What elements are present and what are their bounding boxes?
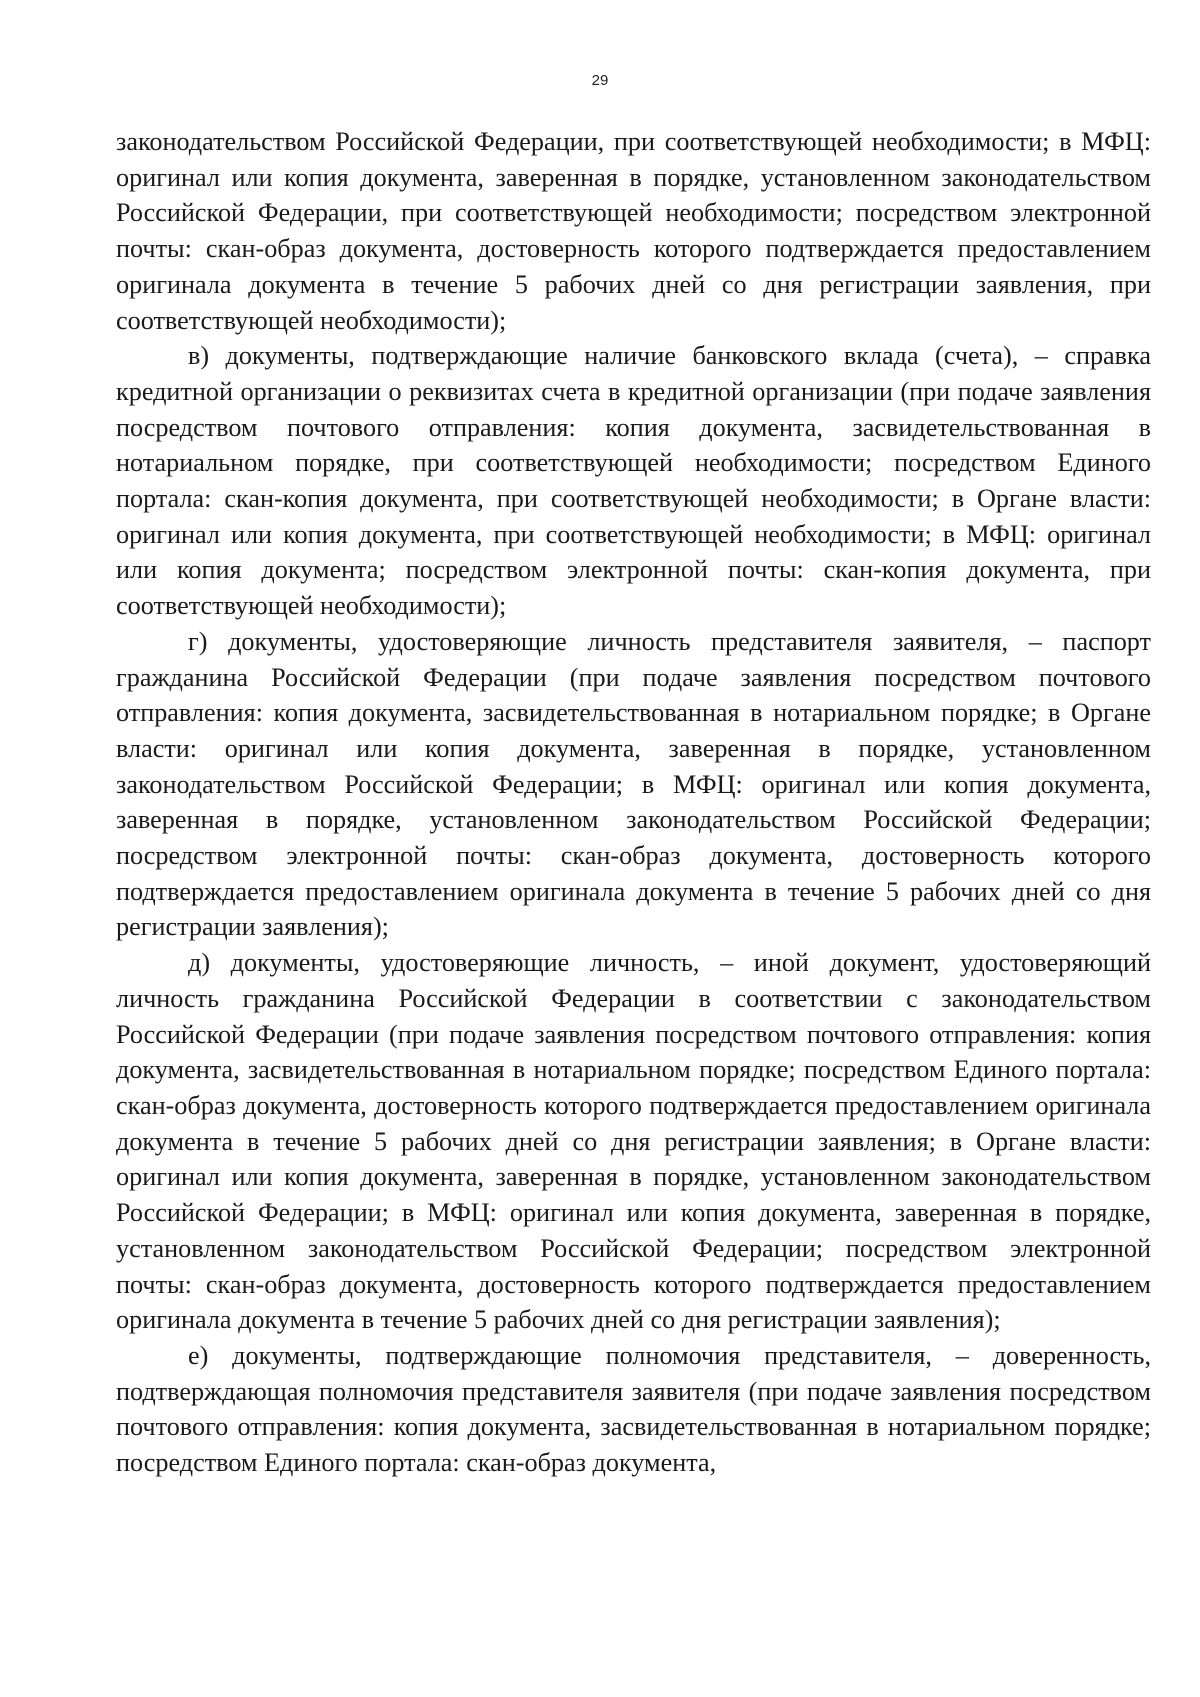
- paragraph-item-g: г) документы, удостоверяющие личность представителя заявителя, – паспорт гражданина Российской Федерации (при подаче заявления посредством почтового отправления: копия документа, засвидетельствованная в нотариальном порядке; в Органе власти: оригинал или копия документа, заверенная в порядке, установленном законодательством Российской Федерации; в МФЦ: оригинал или копия документа, заверенная в порядке, установленном законодательством Российской Федерации; посредством электронной почты: скан-образ документа, достоверность которого подтверждается предоставлением оригинала документа в течение 5 рабочих дней со дня регистрации заявления);: [116, 626, 1151, 942]
- paragraph-item-e: е) документы, подтверждающие полномочия представителя, – доверенность, подтверждающая полномочия представителя заявителя (при подаче заявления посредством почтового отправления: копия документа, засвидетельствованная в нотариальном порядке; посредством Единого портала: скан-образ документа,: [116, 1340, 1151, 1478]
- paragraph-item-v: в) документы, подтверждающие наличие банковского вклада (счета), – справка кредитной организации о реквизитах счета в кредитной организации (при подаче заявления посредством почтового отправления: копия документа, засвидетельствованная в нотариальном порядке, при соответствующей необходимости; посредством Единого портала: скан-копия документа, при соответствующей необходимости; в Органе власти: оригинал или копия документа, при соответствующей необходимости; в МФЦ: оригинал или копия документа; посредством электронной почты: скан-копия документа, при соответствующей необходимости);: [116, 341, 1151, 621]
- document-body: [116, 124, 1151, 1481]
- paragraph-item-d: д) документы, удостоверяющие личность, – иной документ, удостоверяющий личность гражданина Российской Федерации в соответствии с законодательством Российской Федерации (при подаче заявления посредством почтового отправления: копия документа, засвидетельствованная в нотариальном порядке; посредством Единого портала: скан-образ документа, достоверность которого подтверждается предоставлением оригинала документа в течение 5 рабочих дней со дня регистрации заявления; в Органе власти: оригинал или копия документа, заверенная в порядке, установленном законодательством Российской Федерации; в МФЦ: оригинал или копия документа, заверенная в порядке, установленном законодательством Российской Федерации; посредством электронной почты: скан-образ документа, достоверность которого подтверждается предоставлением оригинала документа в течение 5 рабочих дней со дня регистрации заявления);: [116, 948, 1151, 1335]
- paragraph-continuation: законодательством Российской Федерации, при соответствующей необходимости; в МФЦ: оригинал или копия документа, заверенная в порядке, установленном законодательством Российской Федерации, при соответствующей необходимости; посредством электронной почты: скан-образ документа, достоверность которого подтверждается предоставлением оригинала документа в течение 5 рабочих дней со дня регистрации заявления, при соответствующей необходимости);: [116, 127, 1151, 335]
- page-number: 29: [591, 72, 609, 89]
